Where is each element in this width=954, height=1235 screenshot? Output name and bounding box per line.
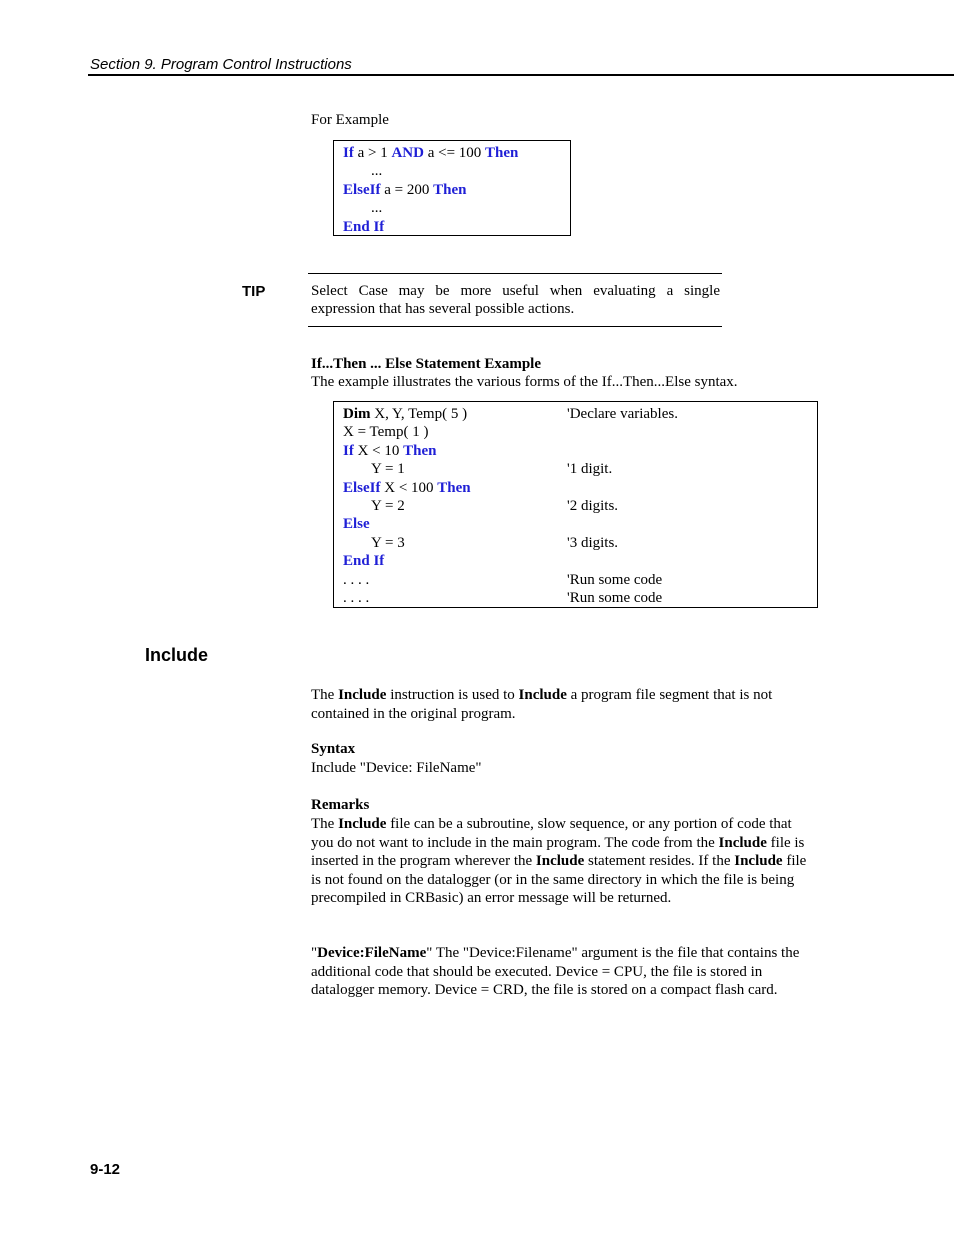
keyword: End If [343,218,385,235]
text-bold: Include [338,816,387,832]
keyword: If [343,442,354,459]
code-text: . . . . [343,571,370,588]
code-comment: 'Run some code [567,571,663,588]
code-text: ... [371,163,383,180]
code-line [343,181,570,199]
code-text: X < 100 [380,479,438,496]
tip-rule-bottom [308,326,722,327]
code-text: a = 200 [380,181,434,198]
keyword: If [343,145,354,161]
text-bold: Include [535,853,585,869]
device-filename-text [311,944,811,1000]
example-description: The example illustrates the various forms of the If...Then...Else syntax. [311,374,738,390]
text: file is not found on the datalogger (or in the same directory in which the file is being precompiled in CRBasic) an error message will be returned. [311,853,807,906]
example-heading: If...Then ... Else Statement Example [311,356,541,372]
text-bold: Device:FileName [317,945,427,961]
keyword: AND [391,145,424,161]
keyword: Then [403,442,437,459]
text-bold: Include [518,687,567,703]
code-line [343,515,817,533]
text: file can be a subroutine, slow sequence, or any portion of code that you do not want to include in the main program. The code from the [311,816,792,851]
keyword: Else [343,516,370,533]
example-intro: For Example [311,112,389,128]
code-line [343,571,817,589]
text: " The "Device:Filename" argument is the file that contains the additional code that should be executed. Device = CPU, the file is stored in datalogger memory. Device = CRD, the file is stored on a compact flash card. [311,945,800,998]
text: a program file segment that is not contained in the original program. [311,687,773,722]
tip-label: TIP [242,283,266,300]
text: file is inserted in the program wherever the [311,834,805,869]
code-comment: 'Declare variables. [567,406,678,422]
code-text: Y = 2 [371,497,405,514]
keyword: ElseIf [343,479,381,496]
code-box-example-2 [333,401,818,608]
text: statement resides. If the [584,853,735,869]
keyword: End If [343,553,385,570]
code-comment: '2 digits. [567,497,619,514]
keyword: Then [433,181,467,198]
remarks-text [311,815,811,908]
code-text: . . . . [343,589,370,606]
keyword: Then [437,479,471,496]
code-line [343,162,570,180]
code-text: ... [371,200,383,217]
code-text: Y = 1 [371,461,405,478]
text: instruction is used to [386,687,519,703]
running-header: Section 9. Program Control Instructions [90,56,352,73]
header-rule [88,74,954,76]
code-line [343,589,817,607]
text: " [311,945,318,961]
code-line [343,534,817,552]
code-text: X, Y, Temp( 5 ) [370,406,468,422]
keyword: Then [485,145,519,161]
syntax-heading: Syntax [311,741,356,757]
code-comment: '3 digits. [567,534,619,551]
text: The [311,687,339,703]
code-line [343,460,817,478]
code-comment: '1 digit. [567,461,613,478]
code-line [343,479,817,497]
code-text: X = Temp( 1 ) [343,424,429,441]
keyword: ElseIf [343,181,381,198]
code-text: a > 1 [353,145,392,161]
text-bold: Include [734,853,783,869]
code-box-example-1 [333,140,571,236]
code-comment: 'Run some code [567,589,663,606]
page-number: 9-12 [90,1161,121,1178]
text-bold: Include [338,687,387,703]
text-bold: Include [718,834,767,851]
code-text: X < 10 [353,442,404,459]
include-intro [311,686,806,723]
code-line [343,405,817,423]
code-line [343,442,817,460]
keyword: Dim [343,406,371,422]
code-text: a <= 100 [423,145,486,161]
remarks-heading: Remarks [311,797,370,813]
section-heading: Include [145,645,209,665]
code-text: Y = 3 [371,534,405,551]
code-line [343,218,570,236]
code-line [343,423,817,441]
code-line [343,144,570,162]
tip-rule-top [308,273,722,274]
code-line [343,497,817,515]
tip-text: Select Case may be more useful when evaluating a single expression that has several possible actions. [311,283,720,317]
text: The [311,816,339,832]
syntax-text: Include "Device: FileName" [311,760,482,776]
code-line [343,552,817,570]
code-line [343,199,570,217]
